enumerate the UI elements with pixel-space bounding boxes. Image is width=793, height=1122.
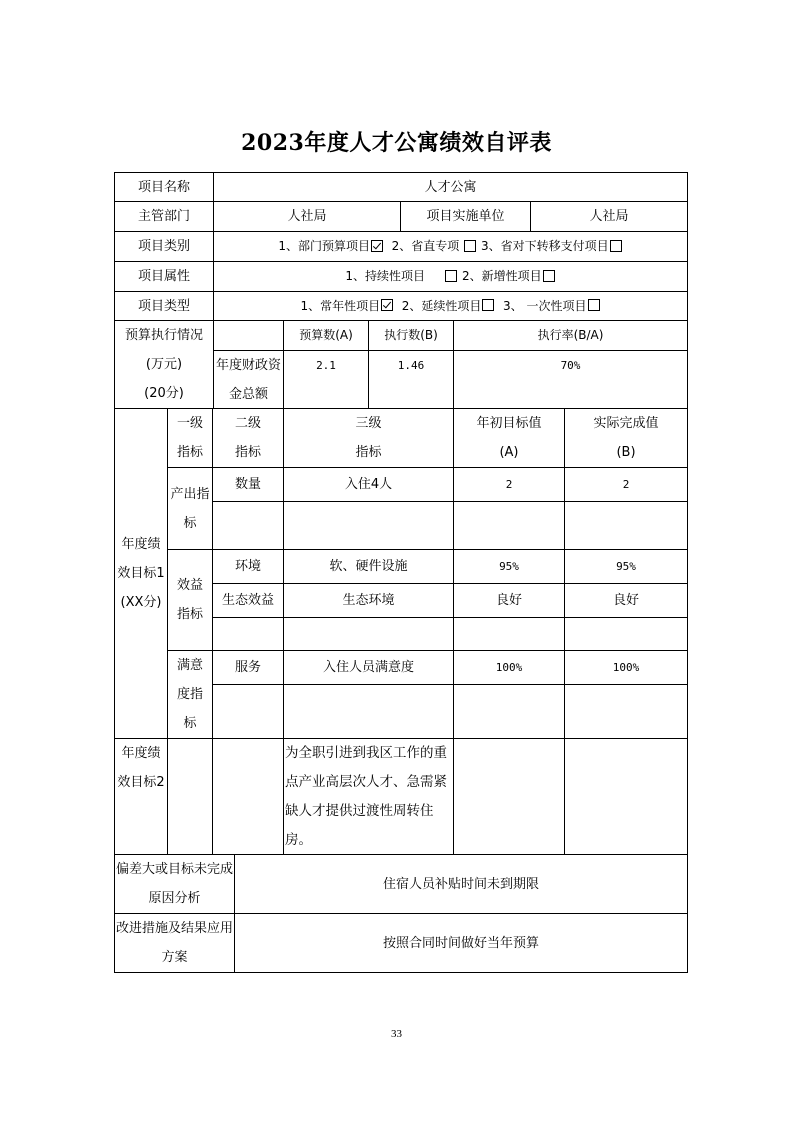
output-row-1-level3: 入住4人 — [283, 467, 454, 502]
execution-rate-value: 70% — [453, 350, 688, 409]
satisfaction-row-2-level2 — [212, 684, 284, 739]
benefit-indicator-label: 效益 指标 — [167, 549, 213, 651]
output-row-2-level2 — [212, 501, 284, 550]
implementing-unit-label: 项目实施单位 — [400, 201, 531, 232]
satisfaction-row-1-target: 100% — [453, 650, 565, 685]
level2-indicator-header: 二级 指标 — [212, 408, 284, 468]
project-category-options — [213, 231, 688, 262]
goals-2-target — [453, 738, 565, 855]
benefit-row-1-level3: 软、硬件设施 — [283, 549, 454, 584]
satisfaction-row-1-level3: 入住人员满意度 — [283, 650, 454, 685]
executed-amount-header: 执行数(B) — [368, 320, 454, 351]
type-option-2: 2、延续性项目 — [401, 298, 482, 313]
attribute-checkbox-2 — [543, 270, 555, 282]
benefit-row-1-level2: 环境 — [212, 549, 284, 584]
benefit-row-2-actual: 良好 — [564, 583, 688, 618]
deviation-analysis-value: 住宿人员补贴时间未到期限 — [234, 854, 688, 914]
output-row-2-actual — [564, 501, 688, 550]
annual-goals-1-label: 年度绩效目标1 (XX分) — [114, 408, 168, 739]
satisfaction-row-2-target — [453, 684, 565, 739]
budget-blank-header — [213, 320, 284, 351]
type-checkbox-2 — [482, 299, 494, 311]
output-row-2-level3 — [283, 501, 454, 550]
goals-2-description: 为全职引进到我区工作的重点产业高层次人才、急需紧缺人才提供过渡性周转住房。 — [283, 738, 454, 855]
benefit-row-3-level2 — [212, 617, 284, 651]
category-checkbox-1 — [371, 240, 383, 252]
goals-2-actual — [564, 738, 688, 855]
category-option-2: 2、省直专项 — [391, 239, 460, 253]
executed-amount-value: 1.46 — [368, 350, 454, 409]
satisfaction-row-1-actual: 100% — [564, 650, 688, 685]
satisfaction-row-2-actual — [564, 684, 688, 739]
category-checkbox-3 — [610, 240, 622, 252]
benefit-row-3-actual — [564, 617, 688, 651]
output-row-2-target — [453, 501, 565, 550]
output-row-1-actual: 2 — [564, 467, 688, 502]
category-checkbox-2 — [464, 240, 476, 252]
type-option-3: 3、 一次性项目 — [503, 298, 587, 313]
attribute-checkbox-1 — [445, 270, 457, 282]
improvement-plan-label: 改进措施及结果应用方案 — [114, 913, 235, 973]
target-value-header: 年初目标值 (A) — [453, 408, 565, 468]
level3-indicator-header: 三级 指标 — [283, 408, 454, 468]
goals-2-level2 — [212, 738, 284, 855]
benefit-row-2-level3: 生态环境 — [283, 583, 454, 618]
benefit-row-2-target: 良好 — [453, 583, 565, 618]
implementing-unit-value: 人社局 — [530, 201, 688, 232]
budget-execution-label: 预算执行情况 (万元) (20分) — [114, 320, 214, 409]
benefit-row-3-target — [453, 617, 565, 651]
project-type-label: 项目类型 — [114, 291, 214, 321]
type-option-1: 1、常年性项目 — [300, 298, 381, 313]
benefit-row-1-actual: 95% — [564, 549, 688, 584]
department-value: 人社局 — [213, 201, 401, 232]
satisfaction-row-2-level3 — [283, 684, 454, 739]
annual-goals-2-label: 年度绩效目标2 — [114, 738, 168, 855]
benefit-row-2-level2: 生态效益 — [212, 583, 284, 618]
project-type-options — [213, 291, 688, 321]
budget-amount-header: 预算数(A) — [283, 320, 369, 351]
improvement-plan-value: 按照合同时间做好当年预算 — [234, 913, 688, 973]
output-row-1-target: 2 — [453, 467, 565, 502]
type-checkbox-1 — [381, 299, 393, 311]
page-title: 2023年度人才公寓绩效自评表 — [241, 130, 552, 156]
attribute-option-1: 1、持续性项目 — [345, 269, 426, 283]
project-category-label: 项目类别 — [114, 231, 214, 262]
satisfaction-row-1-level2: 服务 — [212, 650, 284, 685]
deviation-analysis-label: 偏差大或目标未完成原因分析 — [114, 854, 235, 914]
project-attribute-label: 项目属性 — [114, 261, 214, 292]
output-indicator-label: 产出指标 — [167, 467, 213, 550]
execution-rate-header: 执行率(B/A) — [453, 320, 688, 351]
benefit-row-3-level3 — [283, 617, 454, 651]
level1-indicator-header: 一级 指标 — [167, 408, 213, 468]
output-row-1-level2: 数量 — [212, 467, 284, 502]
attribute-option-2: 2、新增性项目 — [461, 269, 542, 283]
budget-amount-value: 2.1 — [283, 350, 369, 409]
satisfaction-indicator-label: 满意 度指 标 — [167, 650, 213, 739]
project-attribute-options — [213, 261, 688, 292]
annual-fiscal-total-label: 年度财政资金总额 — [213, 350, 284, 409]
benefit-row-1-target: 95% — [453, 549, 565, 584]
actual-value-header: 实际完成值 (B) — [564, 408, 688, 468]
category-option-1: 1、部门预算项目 — [278, 239, 371, 253]
department-label: 主管部门 — [114, 201, 214, 232]
page-number: 33 — [391, 1028, 402, 1040]
type-checkbox-3 — [588, 299, 600, 311]
project-name-label: 项目名称 — [114, 172, 214, 202]
goals-2-level1 — [167, 738, 213, 855]
project-name-value: 人才公寓 — [213, 172, 688, 202]
category-option-3: 3、省对下转移支付项目 — [480, 239, 609, 253]
